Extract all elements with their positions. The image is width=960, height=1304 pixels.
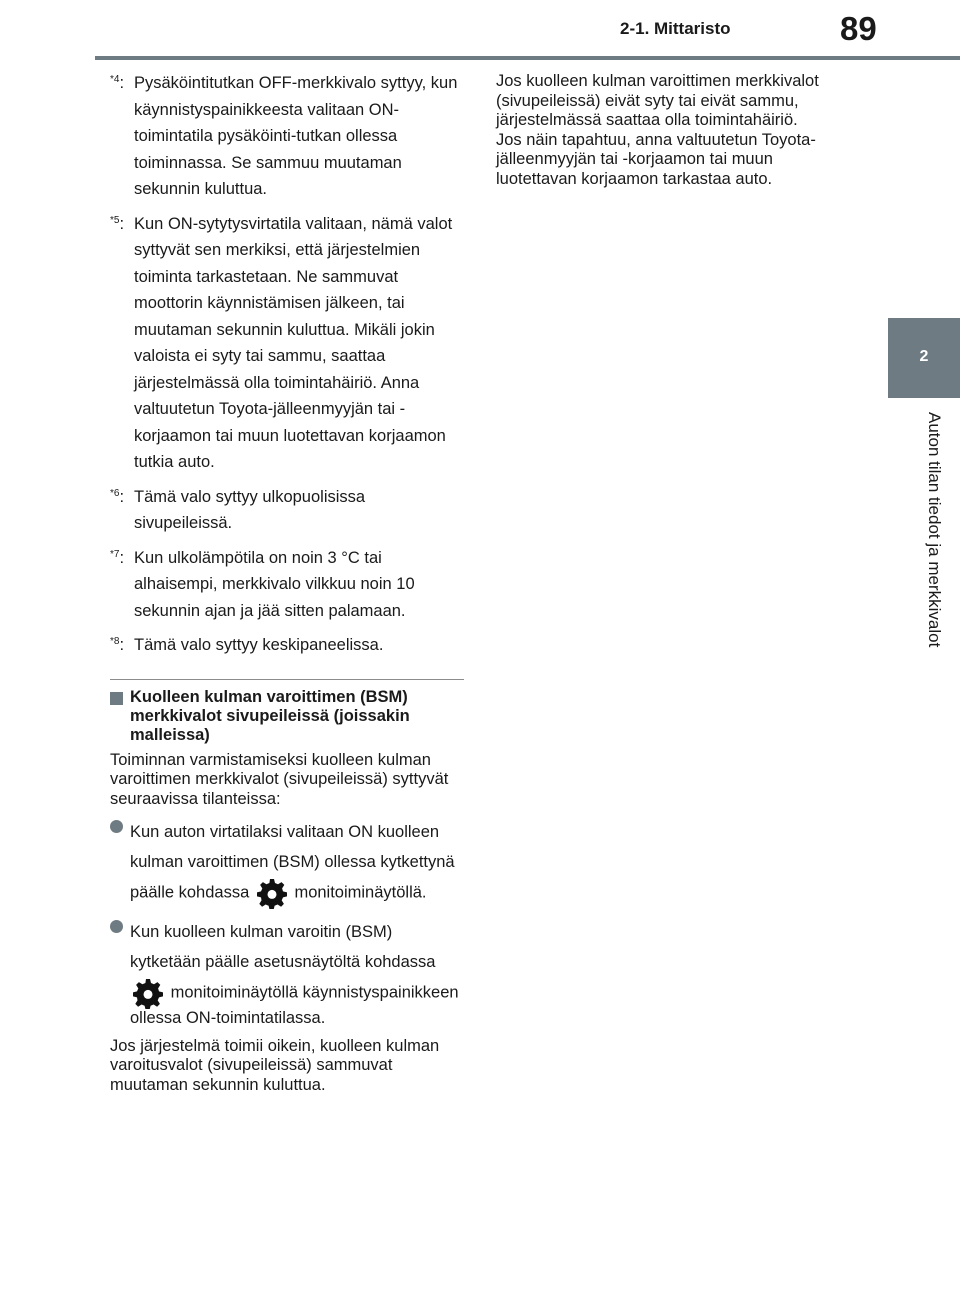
footnote-text: Tämä valo syttyy ulkopuolisissa sivupeileissä.	[134, 487, 366, 532]
header-rule	[95, 56, 960, 60]
bullet-dot-icon	[110, 820, 123, 833]
footnote-mark: $^{*4}$:	[110, 74, 125, 92]
right-column	[496, 72, 856, 189]
bullet-text-b: monitoiminäytöllä käynnistyspainikkeen ollessa ON-toimintatilassa.	[130, 983, 459, 1027]
right-paragraph-2: Jos näin tapahtuu, anna valtuutetun Toyota-jälleenmyyjän tai -korjaamon tai muun luotettavan korjaamon tarkastaa auto.	[496, 130, 816, 188]
footnote-text: Kun ulkolämpötila on noin 3 °C tai alhaisempi, merkkivalo vilkkuu noin 10 sekunnin ajan ja jää sitten palamaan.	[134, 548, 415, 620]
footnote-mark: $^{*5}$:	[110, 214, 125, 233]
footnote	[110, 70, 464, 203]
footnote-mark: $^{*7}$:	[110, 548, 125, 567]
chapter-tab	[888, 318, 960, 398]
heading-square-icon	[110, 692, 123, 705]
bsm-heading-text: Kuolleen kulman varoittimen (BSM) merkkivalot sivupeileissä (joissakin malleissa)	[130, 687, 410, 744]
bullet-text-b: monitoiminäytöllä.	[294, 883, 427, 902]
bsm-heading	[110, 688, 464, 745]
footnote-mark: $^{*8}$:	[110, 636, 125, 654]
bullet-dot-icon	[110, 920, 123, 933]
gear-icon	[256, 877, 288, 909]
footnote-mark: $^{*6}$:	[110, 487, 125, 506]
footnote-text: Kun ON-sytytysvirtatila valitaan, nämä valot syttyvät sen merkiksi, että järjestelmien toiminta tarkastetaan. Ne sammuvat moottorin käynnistämisen jälkeen, tai muutaman sekunnin kuluttua. Mikäli jokin valoista ei syty tai sammu, saattaa järjestelmässä olla toimintahäiriö. Anna valtuutetun Toyota-jälleenmyyjän tai -korjaamon tai muun luotettavan korjaamon tutkia auto.	[134, 214, 453, 471]
bullet-text-a: Kun auton virtatilaksi valitaan ON kuolleen kulman varoittimen (BSM) ollessa kytkettynä päälle kohdassa	[130, 823, 455, 902]
bsm-intro: Toiminnan varmistamiseksi kuolleen kulman varoittimen merkkivalot (sivupeileissä) syttyvät seuraavissa tilanteissa:	[110, 750, 449, 808]
gear-icon	[132, 977, 164, 1009]
section-title: 2-1. Mittaristo	[620, 19, 731, 38]
footnote-text: Pysäköintitutkan OFF-merkkivalo syttyy, kun käynnistyspainikkeesta valitaan ON-toimintatila pysäköinti-tutkan ollessa toiminnassa. Se sammuu muutaman sekunnin kuluttua.	[134, 74, 458, 198]
footnote-text: Tämä valo syttyy keskipaneelissa.	[134, 636, 384, 654]
left-column	[110, 70, 464, 1095]
footnote	[110, 545, 464, 625]
footnote	[110, 211, 464, 476]
bullet-item	[110, 817, 464, 909]
bullet-item	[110, 917, 464, 1029]
footnote	[110, 632, 464, 659]
right-paragraph-1: Jos kuolleen kulman varoittimen merkkivalot (sivupeileissä) eivät syty tai eivät sammu, järjestelmässä saattaa olla toimintahäiriö.	[496, 72, 819, 129]
chapter-title: Auton tilan tiedot ja merkkivalot	[925, 412, 944, 648]
chapter-number: 2	[919, 348, 929, 365]
bullet-text-a: Kun kuolleen kulman varoitin (BSM) kytketään päälle asetusnäytöltä kohdassa	[130, 923, 436, 971]
page-number: 89	[840, 10, 877, 47]
footnote	[110, 484, 464, 537]
section-divider	[110, 679, 464, 680]
bsm-closing: Jos järjestelmä toimii oikein, kuolleen kulman varoitusvalot (sivupeileissä) sammuvat muutaman sekunnin kuluttua.	[110, 1036, 440, 1094]
